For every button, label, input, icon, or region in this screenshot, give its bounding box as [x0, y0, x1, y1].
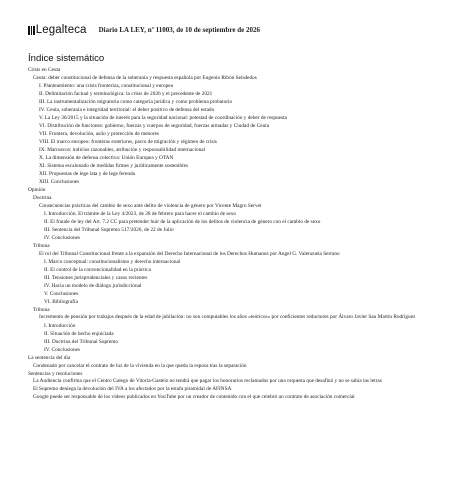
toc-entry[interactable]: III. Tensiones jurisprudenciales y casos recientes	[44, 275, 148, 281]
toc-entry[interactable]: II. Situación de hecho enjuiciada	[44, 330, 114, 337]
toc-entry[interactable]: I. Introducción. El trámite de la Ley 4/2023, de 28 de febrero para hacer el cambio de sexo	[44, 211, 237, 217]
toc-entry[interactable]: IV. Ceuta, soberanía e integridad territorial: el deber positivo de defensa del estado	[39, 107, 215, 113]
toc-entry[interactable]: VIII. El marco europeo: fronteras exteriores, pacto de migración y régimen de crisis	[39, 139, 217, 145]
logo-text: Legalteca	[35, 24, 87, 36]
toc-entry[interactable]: III. Doctrina del Tribunal Supremo	[44, 338, 118, 345]
index-title: Índice sistemático	[28, 53, 105, 64]
toc-entry[interactable]: II. El control de la convencionalidad en la práctica	[44, 267, 151, 273]
toc-entry[interactable]: Consecuencias prácticas del cambio de sexo ante delito de violencia de género por Vicente Magro Servet	[39, 203, 262, 209]
toc-entry[interactable]: I. Planteamiento: una crisis fronteriza, constitucional y europea	[39, 83, 173, 89]
gazette-issue: Diario LA LEY, nº 11003, de 10 de septiembre de 2026	[98, 26, 260, 34]
toc-entry[interactable]: XII. Propuestas de lege lata y de lege ferenda	[39, 171, 136, 177]
toc-section: La sentencia del día	[28, 354, 71, 361]
toc-entry[interactable]: V. Conclusiones	[44, 291, 79, 297]
toc-entry[interactable]: III. La instrumentalización migratoria como categoría jurídica y como problema probatorio	[39, 99, 233, 105]
toc-entry[interactable]: VI. Bibliografía	[44, 299, 78, 305]
header	[28, 24, 260, 36]
toc-section: Sentencias y resoluciones	[28, 370, 83, 377]
toc-section: Crisis en Ceuta	[28, 67, 61, 73]
toc-entry[interactable]: XI. Sistema escalonado de medidas firmes y jurídicamente sostenibles	[39, 163, 189, 169]
legalteca-logo[interactable]	[28, 24, 87, 36]
logo-bars-icon	[28, 26, 35, 35]
toc-entry[interactable]: La Audiencia confirma que el Centro Galego de Vitoria-Gasteiz no tendrá que pagar los honorarios reclamados por una orquesta que desafinó y no se sabía las letras	[33, 377, 382, 384]
toc-entry[interactable]: II. El fraude de ley del Art. 7.2 CC para pretender huir de la aplicación de los delitos de violencia de género con el cambio de sexo	[44, 219, 321, 225]
toc-entry[interactable]: III. Sentencia del Tribunal Supremo 517/2026, de 22 de Julio	[44, 227, 174, 233]
toc-entry[interactable]: X. La dimensión de defensa colectiva: Unión Europea y OTAN	[39, 155, 174, 161]
toc-entry[interactable]: I. Introducción	[44, 322, 76, 329]
toc-entry[interactable]: V. La Ley 36/2015 y la situación de interés para la seguridad nacional: potestad de coordinación y deber de respuesta	[39, 115, 287, 121]
toc-entry[interactable]: Doctrina	[33, 195, 52, 201]
toc-entry[interactable]: VII. Frontera, devolución, asilo y protección de menores	[39, 131, 160, 137]
toc-entry[interactable]: Tribuna	[33, 243, 50, 249]
toc-entry[interactable]: VI. Distribución de funciones: gobierno, fuerzas y cuerpos de seguridad, fuerzas armadas y Ciudad de Ceuta	[39, 123, 270, 129]
toc-entry[interactable]: I. Marco conceptual: constitucionalismo y derecho internacional	[44, 259, 181, 265]
toc-entry[interactable]: El Supremo deniega la devolución del IVA a los afectados por la estafa piramidal de AFINSA	[33, 386, 232, 392]
toc-entry[interactable]: El rol del Tribunal Constitucional frente a la expansión del Derecho Internacional de los Derechos Humanos por Angel G. Valenzuela Serrano	[39, 251, 340, 257]
toc-entry[interactable]: XIII. Conclusiones	[39, 179, 80, 185]
toc-entry[interactable]: Incremento de pensión por trabajos después de la edad de jubilación: no son computables los años «teóricos» por coeficientes reductores por Álvaro Javier San Martín Rodríguez	[39, 314, 416, 320]
toc-entry[interactable]: IV. Conclusiones	[44, 235, 81, 241]
toc-entry[interactable]: Condenado por cancelar el contrato de luz de la vivienda en la que queda la esposa tras la separación	[33, 362, 247, 369]
toc-entry[interactable]: IX. Marruecos: indicios razonables, atribución y responsabilidad internacional	[39, 147, 206, 153]
toc-entry[interactable]: Google puede ser responsable de los vídeos publicados en YouTube por un creador de contenido con el que celebró un contrato de asociación comercial	[33, 394, 355, 400]
toc-entry[interactable]: Ceuta: deber constitucional de defensa de la soberanía y respuesta española por Eugenio Ribón Seisdedos	[33, 75, 257, 81]
toc-entry[interactable]: IV. Conclusiones	[44, 346, 81, 353]
toc-entry[interactable]: IV. Hacia un modelo de diálogo jurisdiccional	[44, 283, 142, 289]
toc-entry[interactable]: Tribuna	[33, 307, 50, 313]
table-of-contents	[28, 66, 433, 401]
toc-entry[interactable]: II. Delimitación factual y terminológica: la crisis de 2026 y el precedente de 2021	[39, 91, 213, 97]
toc-section: Opinión	[28, 187, 46, 193]
